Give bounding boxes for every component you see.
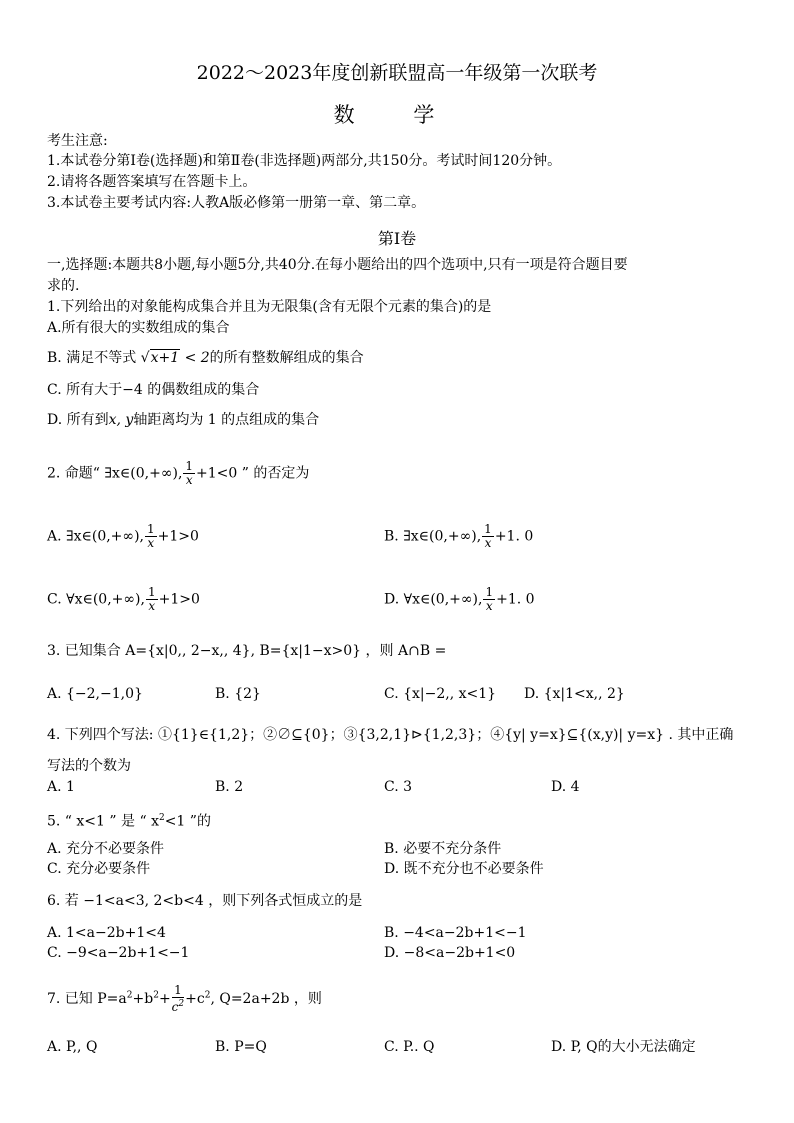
q2-option-c: C. ∀x∈(0,+∞), $\frac{1}{x}$ +1>0	[47, 585, 200, 613]
q3-option-c: C. {x|−2,, x<1}	[384, 686, 497, 702]
q7-option-d: D. P, Q的大小无法确定	[551, 1039, 696, 1055]
q5-option-c: C. 充分必要条件	[47, 861, 151, 877]
q7-option-b: B. P=Q	[215, 1039, 267, 1055]
part-intro: 求的.	[47, 278, 80, 294]
q2-option-a: A. ∃x∈(0,+∞), $\frac{1}{x}$ +1>0	[47, 522, 199, 550]
q4-option-d: D. 4	[551, 779, 580, 795]
q6-option-a: A. 1<a−2b+1<4	[47, 925, 166, 941]
q6-option-b: B. −4<a−2b+1<−1	[384, 925, 527, 941]
notice-item: 3.本试卷主要考试内容:人教A版必修第一册第一章、第二章。	[47, 195, 426, 211]
q5-stem: 5. “ x<1 ” 是 “ $x^2<1$ ”的	[47, 813, 211, 830]
q6-stem: 6. 若 −1<a<3, 2<b<4 ，则下列各式恒成立的是	[47, 893, 363, 909]
q3-option-a: A. {−2,−1,0}	[47, 686, 143, 702]
q3-option-b: B. {2}	[215, 686, 261, 702]
q1-option-d: D. 所有到x, y轴距离均为 1 的点组成的集合	[47, 412, 320, 428]
q5-option-a: A. 充分不必要条件	[47, 841, 165, 857]
q3-stem: 3. 已知集合 A={x|0,, 2−x,, 4}, B={x|1−x>0} ，则 A∩B =	[47, 643, 447, 659]
q1-option-b: B. 满足不等式 √x+1 < 2的所有整数解组成的集合	[47, 350, 364, 366]
q7-option-c: C. P.. Q	[384, 1039, 435, 1055]
q1-stem: 1.下列给出的对象能构成集合并且为无限集(含有无限个元素的集合)的是	[47, 299, 492, 315]
q6-option-d: D. −8<a−2b+1<0	[384, 945, 516, 961]
q1-option-a: A.所有很大的实数组成的集合	[47, 320, 230, 336]
q6-option-c: C. −9<a−2b+1<−1	[47, 945, 190, 961]
q7-stem: 7. 已知 $P=a^2+b^2+$ $\frac{1}{c^2}$ $+c^2$, Q=2a+2b ，则	[47, 983, 322, 1014]
q7-option-a: A. P,, Q	[47, 1039, 98, 1055]
q3-option-d: D. {x|1<x,, 2}	[524, 686, 625, 702]
q2-option-b: B. ∃x∈(0,+∞), $\frac{1}{x}$ +1. 0	[384, 522, 534, 550]
q4-stem-cont: 写法的个数为	[47, 758, 131, 774]
section-title: 第Ⅰ卷	[377, 229, 417, 248]
q1-option-c: C. 所有大于−4 的偶数组成的集合	[47, 382, 260, 398]
q5-option-d: D. 既不充分也不必要条件	[384, 861, 544, 877]
part-intro: 一,选择题:本题共8小题,每小题5分,共40分.在每小题给出的四个选项中,只有一项是符合题目要	[47, 257, 628, 273]
notice-item: 2.请将各题答案填写在答题卡上。	[47, 174, 257, 190]
notice-item: 1.本试卷分第Ⅰ卷(选择题)和第Ⅱ卷(非选择题)两部分,共150分。考试时间120分钟。	[47, 153, 562, 169]
q4-option-c: C. 3	[384, 779, 413, 795]
subject-title: 数 学	[333, 103, 461, 127]
exam-title: 2022～2023年度创新联盟高一年级第一次联考	[196, 62, 598, 84]
q2-option-d: D. ∀x∈(0,+∞), $\frac{1}{x}$ +1. 0	[384, 585, 535, 613]
q2-stem: 2. 命题“ ∃x∈(0,+∞), $\frac{1}{x}$ +1<0 ” 的否定为	[47, 459, 310, 487]
notice-heading: 考生注意:	[47, 133, 108, 149]
q4-stem: 4. 下列四个写法: ①{1}∈{1,2}；②∅⊆{0}；③{3,2,1}⊳{1,2,3}；④{y| y=x}⊆{(x,y)| y=x} . 其中正确	[47, 727, 734, 743]
q4-option-b: B. 2	[215, 779, 244, 795]
q5-option-b: B. 必要不充分条件	[384, 841, 502, 857]
q4-option-a: A. 1	[47, 779, 75, 795]
